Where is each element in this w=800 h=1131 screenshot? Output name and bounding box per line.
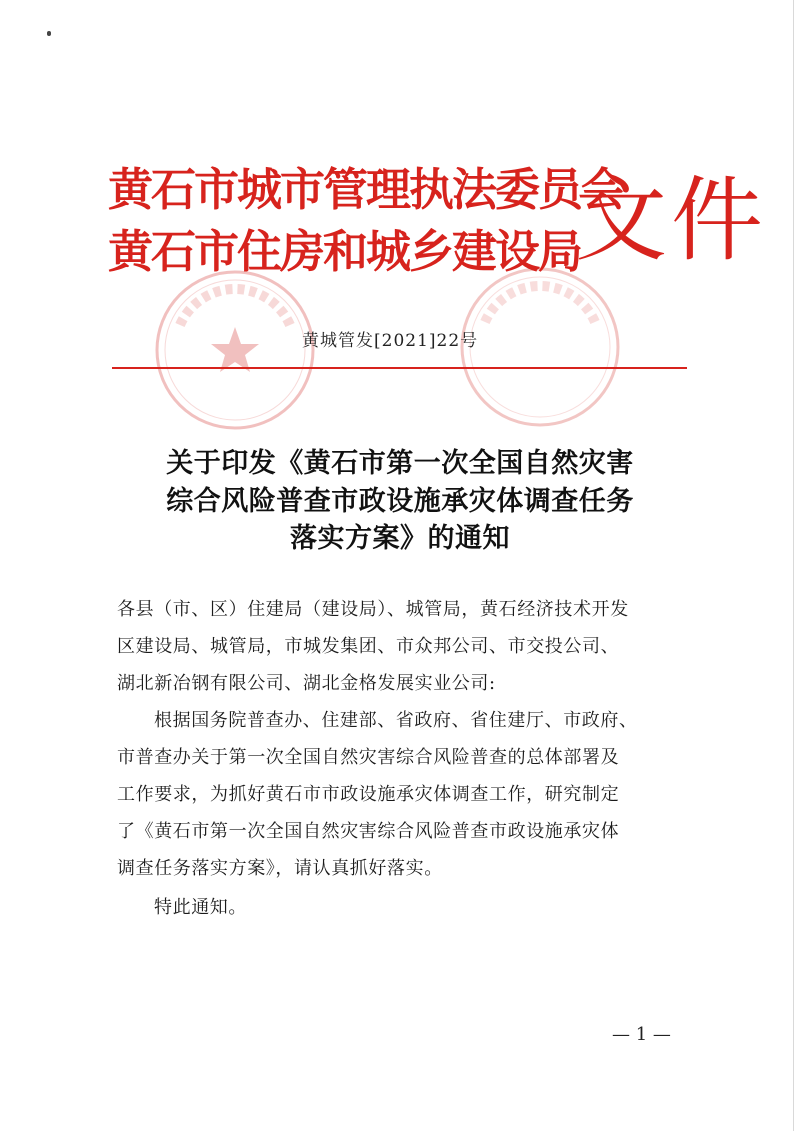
- notice-title-line-3: 落实方案》的通知: [290, 523, 510, 554]
- issuer-name-2: 黄石市住房和城乡建设局: [108, 225, 582, 278]
- closing-line: 特此通知。: [154, 897, 247, 918]
- body-paragraph-line-3: 工作要求，为抓好黄石市市政设施承灾体调查工作，研究制定: [117, 784, 620, 805]
- addressee-line-1: 各县（市、区）住建局（建设局）、城管局，黄石经济技术开发: [117, 599, 629, 620]
- addressee-line-2: 区建设局、城管局，市城发集团、市众邦公司、市交投公司、: [117, 636, 620, 657]
- body-paragraph-line-1: 根据国务院普查办、住建部、省政府、省住建厅、市政府、: [154, 710, 638, 731]
- body-paragraph-line-4: 了《黄石市第一次全国自然灾害综合风险普查市政设施承灾体: [117, 821, 620, 842]
- page-number: — 1 —: [612, 1024, 671, 1045]
- notice-title-line-1: 关于印发《黄石市第一次全国自然灾害: [166, 448, 634, 479]
- scan-artifact-dot: [47, 31, 51, 36]
- page-edge-line: [793, 0, 794, 1131]
- body-paragraph-line-5: 调查任务落实方案》，请认真抓好落实。: [117, 858, 443, 879]
- document-type-label: 文件: [575, 167, 768, 274]
- issuer-name-1: 黄石市城市管理执法委员会: [108, 163, 625, 216]
- addressee-line-3: 湖北新冶钢有限公司、湖北金格发展实业公司:: [117, 673, 496, 694]
- body-paragraph-line-2: 市普查办关于第一次全国自然灾害综合风险普查的总体部署及: [117, 747, 620, 768]
- document-number: 黄城管发[2021]22号: [302, 331, 479, 351]
- document-header: [108, 150, 768, 300]
- notice-title-line-2: 综合风险普查市政设施承灾体调查任务: [166, 486, 634, 517]
- header-red-rule: [112, 367, 687, 369]
